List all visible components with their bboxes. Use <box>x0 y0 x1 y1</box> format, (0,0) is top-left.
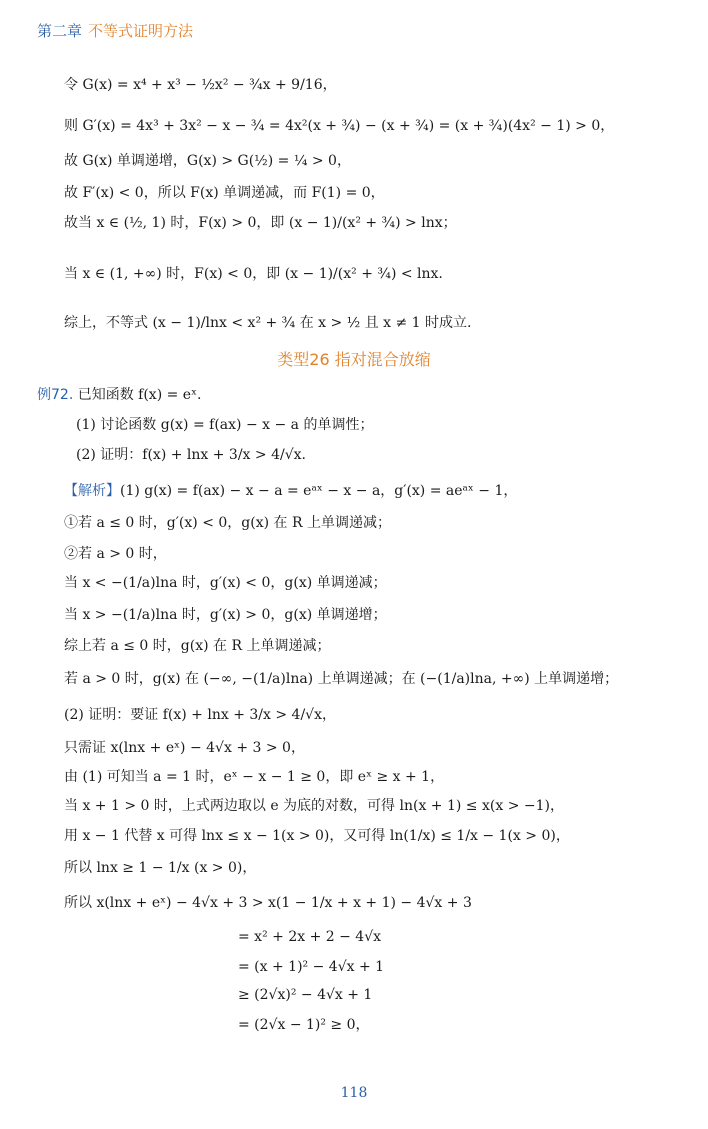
text-line: 综上，不等式 (x − 1)/lnx < x² + ¾ 在 x > ½ 且 x ≠ 1 时成立. <box>64 315 472 331</box>
solution-label: 【解析】 <box>64 483 120 499</box>
question-2: (2) 证明：f(x) + lnx + 3/x > 4/√x. <box>76 447 306 463</box>
text-line: 用 x − 1 代替 x 可得 lnx ≤ x − 1(x > 0)，又可得 ln(1/x) ≤ 1/x − 1(x > 0)， <box>64 828 570 844</box>
text-line: 故当 x ∈ (½, 1) 时，F(x) > 0，即 (x − 1)/(x² + ¾) > lnx； <box>64 215 457 231</box>
text-line: 故 G(x) 单调递增，G(x) > G(½) = ¼ > 0， <box>64 153 351 169</box>
text-line: 令 G(x) = x⁴ + x³ − ½x² − ¾x + 9/16， <box>64 77 337 93</box>
text-line: ②若 a > 0 时， <box>64 546 167 562</box>
page-number: 118 <box>340 1085 368 1101</box>
chain-line: ≥ (2√x)² − 4√x + 1 <box>238 987 373 1003</box>
section-title: 类型26 指对混合放缩 <box>277 350 431 369</box>
text-line: ①若 a ≤ 0 时，g′(x) < 0，g(x) 在 R 上单调递减； <box>64 515 391 531</box>
chain-line: = x² + 2x + 2 − 4√x <box>238 929 382 945</box>
text-line: 若 a > 0 时，g(x) 在 (−∞, −(1/a)lna) 上单调递减；在 (−(1/a)lna, +∞) 上单调递增； <box>64 671 619 687</box>
text-line: 则 G′(x) = 4x³ + 3x² − x − ¾ = 4x²(x + ¾) − (x + ¾) = (x + ¾)(4x² − 1) > 0， <box>64 118 615 134</box>
chapter-number: 第二章 <box>37 22 83 40</box>
text-line: (2) 证明：要证 f(x) + lnx + 3/x > 4/√x， <box>64 707 336 723</box>
example-stem-text: 已知函数 f(x) = eˣ. <box>77 387 202 403</box>
chain-line: = (2√x − 1)² ≥ 0， <box>238 1017 370 1033</box>
example-number: 例72. <box>37 387 74 403</box>
chapter-title: 不等式证明方法 <box>88 22 194 40</box>
solution-first-text: (1) g(x) = f(ax) − x − a = eᵃˣ − x − a，g′(x) = aeᵃˣ − 1， <box>120 483 518 499</box>
text-line: 当 x > −(1/a)lna 时，g′(x) > 0，g(x) 单调递增； <box>64 607 387 623</box>
text-line: 综上若 a ≤ 0 时，g(x) 在 R 上单调递减； <box>64 638 331 654</box>
chain-line: = (x + 1)² − 4√x + 1 <box>238 959 385 975</box>
text-line: 当 x < −(1/a)lna 时，g′(x) < 0，g(x) 单调递减； <box>64 575 387 591</box>
text-line: 当 x ∈ (1, +∞) 时，F(x) < 0，即 (x − 1)/(x² + ¾) < lnx. <box>64 266 443 282</box>
text-line: 所以 lnx ≥ 1 − 1/x (x > 0)， <box>64 860 257 876</box>
chapter-header <box>37 20 193 41</box>
text-line: 故 F′(x) < 0，所以 F(x) 单调递减，而 F(1) = 0， <box>64 185 385 201</box>
question-1: (1) 讨论函数 g(x) = f(ax) − x − a 的单调性； <box>76 417 374 433</box>
text-line: 当 x + 1 > 0 时，上式两边取以 e 为底的对数，可得 ln(x + 1) ≤ x(x > −1)， <box>64 798 564 814</box>
text-line: 由 (1) 可知当 a = 1 时，eˣ − x − 1 ≥ 0，即 eˣ ≥ x + 1， <box>64 769 445 785</box>
text-line: 只需证 x(lnx + eˣ) − 4√x + 3 > 0， <box>64 740 305 756</box>
solution-first-line <box>64 482 517 500</box>
example-stem <box>37 386 201 404</box>
text-line: 所以 x(lnx + eˣ) − 4√x + 3 > x(1 − 1/x + x + 1) − 4√x + 3 <box>64 895 472 911</box>
